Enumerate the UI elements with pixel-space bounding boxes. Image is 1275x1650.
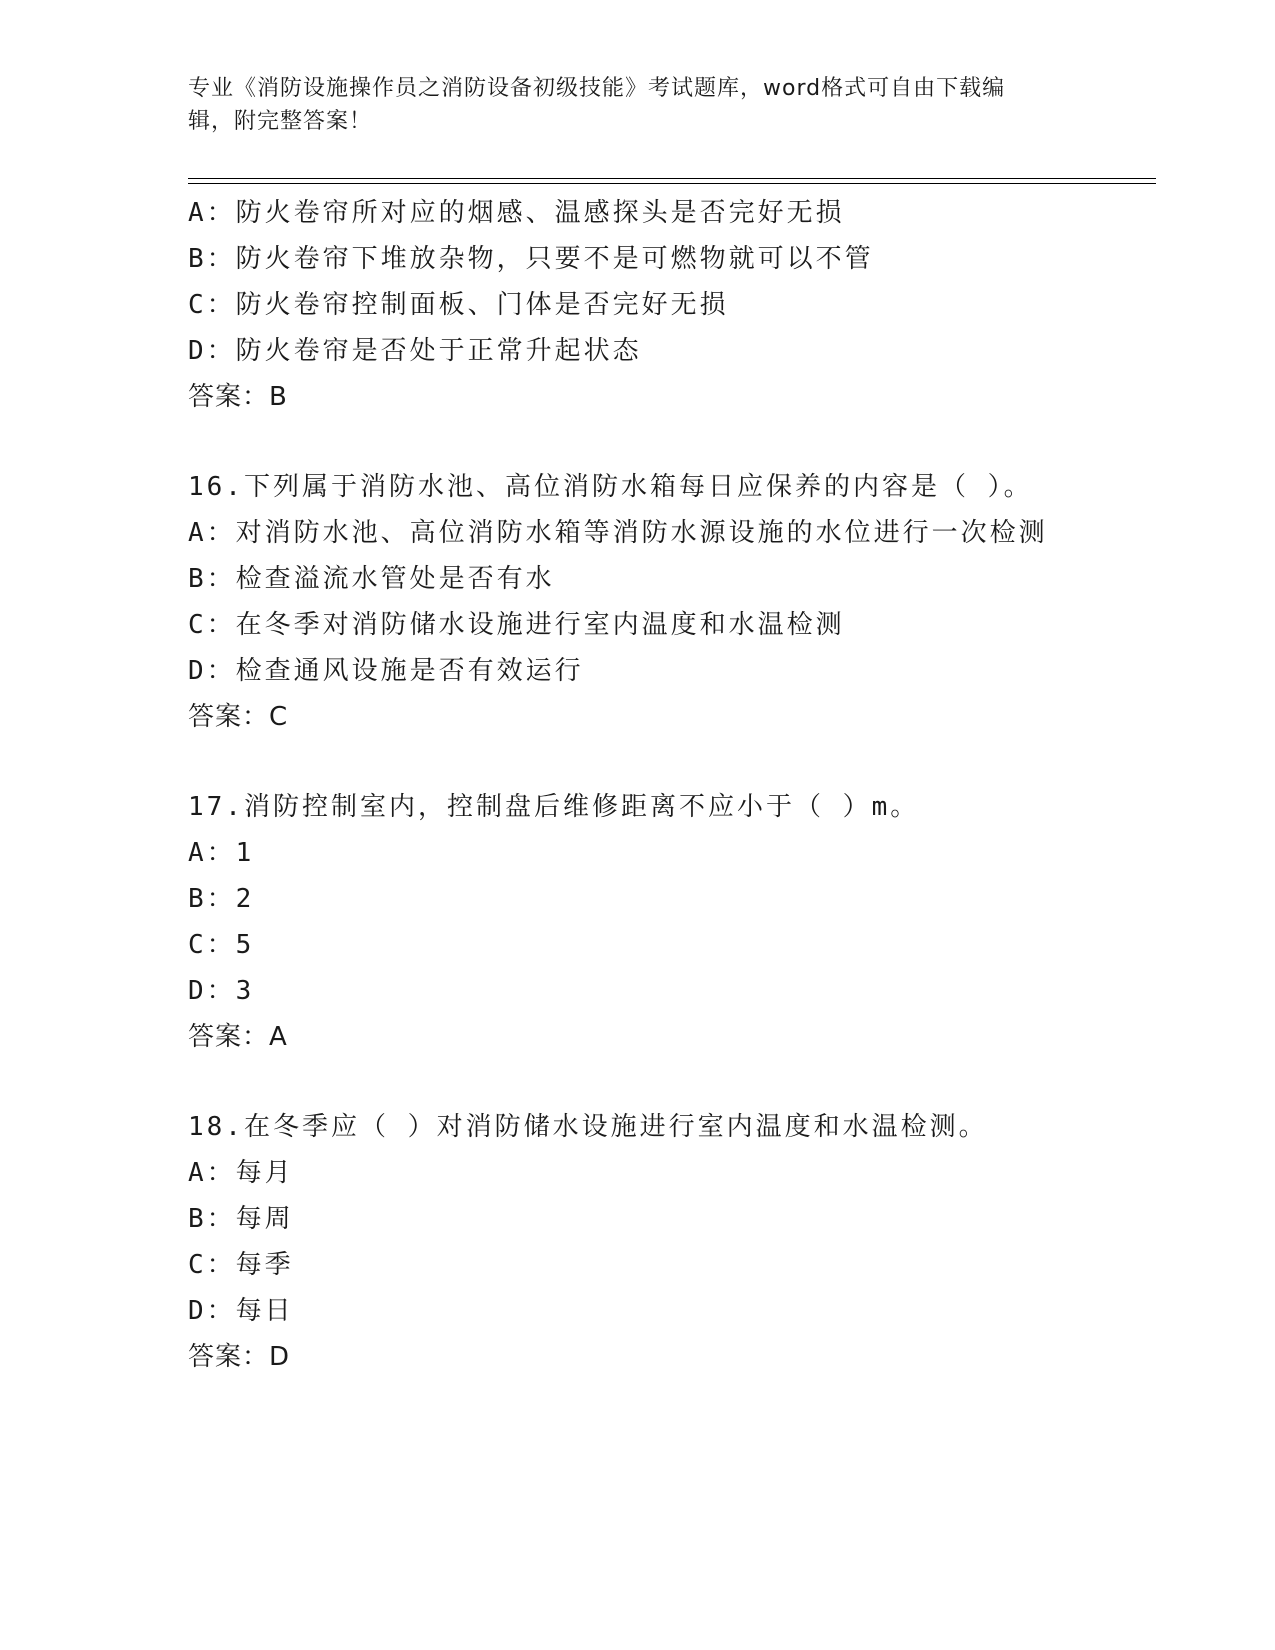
question-17 bbox=[188, 784, 1148, 1060]
option-d: D：3 bbox=[188, 976, 255, 1006]
question-16 bbox=[188, 464, 1148, 740]
answer: 答案：C bbox=[188, 702, 289, 732]
option-d: D：检查通风设施是否有效运行 bbox=[188, 656, 584, 686]
question-18 bbox=[188, 1104, 1148, 1380]
option-c: C：每季 bbox=[188, 1250, 294, 1280]
option-c: C：防火卷帘控制面板、门体是否完好无损 bbox=[188, 290, 729, 320]
header-line-1: 专业《消防设施操作员之消防设备初级技能》考试题库，word格式可自由下载编 bbox=[188, 76, 1006, 101]
option-b: B：防火卷帘下堆放杂物，只要不是可燃物就可以不管 bbox=[188, 244, 874, 274]
document-header bbox=[188, 72, 1088, 138]
option-a: A：每月 bbox=[188, 1158, 294, 1188]
answer: 答案：D bbox=[188, 1342, 291, 1372]
option-b: B：每周 bbox=[188, 1204, 294, 1234]
header-divider-top bbox=[188, 178, 1156, 179]
answer: 答案：A bbox=[188, 1022, 288, 1052]
option-a: A：防火卷帘所对应的烟感、温感探头是否完好无损 bbox=[188, 198, 845, 228]
option-b: B：2 bbox=[188, 884, 255, 914]
question-stem: 17.消防控制室内，控制盘后维修距离不应小于（ ）m。 bbox=[188, 792, 920, 822]
option-a: A：1 bbox=[188, 838, 255, 868]
question-stem: 16.下列属于消防水池、高位消防水箱每日应保养的内容是（ ）。 bbox=[188, 472, 1033, 502]
header-line-2: 辑，附完整答案！ bbox=[188, 109, 373, 134]
question-list bbox=[188, 190, 1148, 1380]
option-b: B：检查溢流水管处是否有水 bbox=[188, 564, 555, 594]
option-a: A：对消防水池、高位消防水箱等消防水源设施的水位进行一次检测 bbox=[188, 518, 1048, 548]
option-d: D：每日 bbox=[188, 1296, 294, 1326]
question-stem: 18.在冬季应（ ）对消防储水设施进行室内温度和水温检测。 bbox=[188, 1112, 988, 1142]
answer: 答案：B bbox=[188, 382, 288, 412]
header-divider-bottom bbox=[188, 183, 1156, 184]
option-c: C：5 bbox=[188, 930, 255, 960]
question-15 bbox=[188, 190, 1148, 420]
option-c: C：在冬季对消防储水设施进行室内温度和水温检测 bbox=[188, 610, 845, 640]
option-d: D：防火卷帘是否处于正常升起状态 bbox=[188, 336, 642, 366]
